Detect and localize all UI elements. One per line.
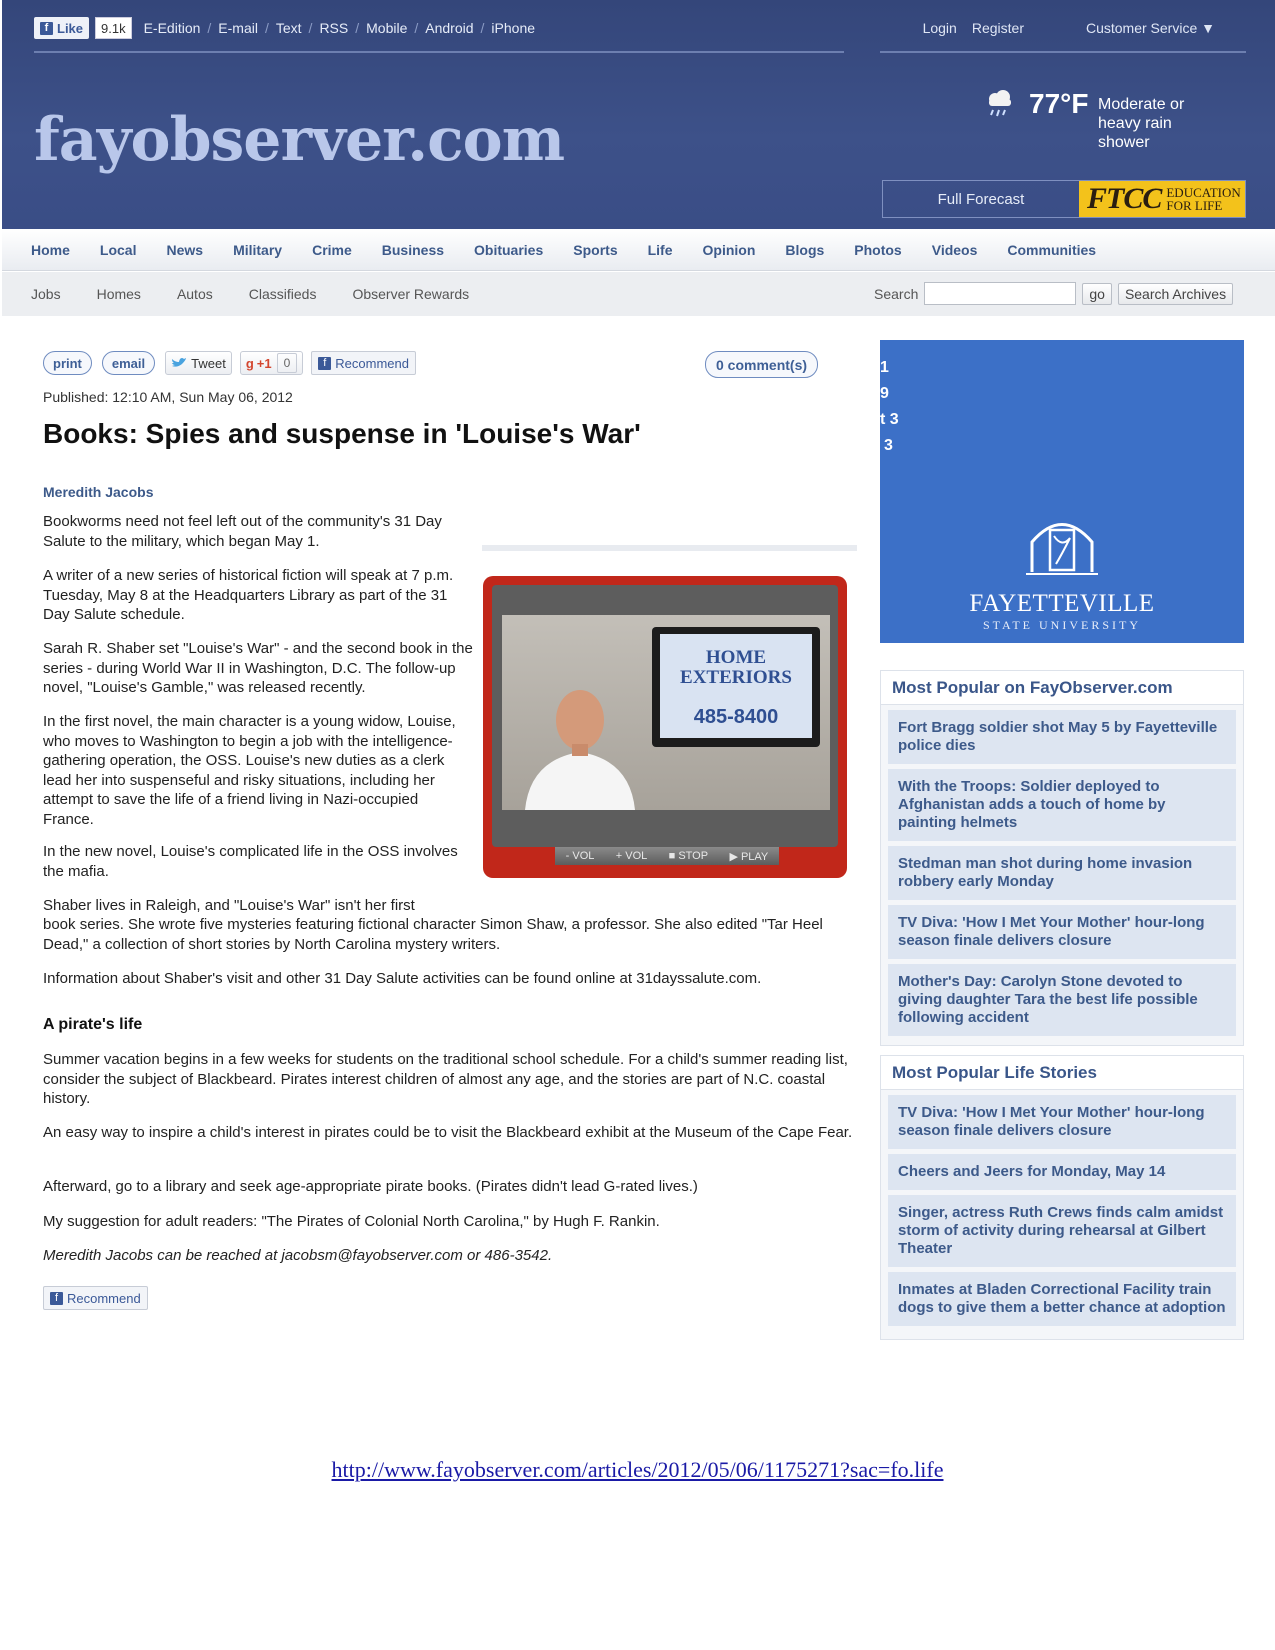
popular-story-link[interactable]: Fort Bragg soldier shot May 5 by Fayetteville police dies xyxy=(888,710,1236,764)
ftcc-logo: FTCC xyxy=(1087,182,1162,215)
video-screen[interactable] xyxy=(492,585,838,847)
header-divider xyxy=(880,51,1246,53)
like-count: 9.1k xyxy=(95,17,132,39)
link-rss[interactable]: RSS xyxy=(319,20,349,36)
video-frame xyxy=(502,615,830,810)
weather-description: Moderate or heavy rain shower xyxy=(1098,96,1185,151)
google-plus-label: +1 xyxy=(256,355,272,371)
link-text[interactable]: Text xyxy=(275,20,302,36)
article-paragraph: Afterward, go to a library and seek age-appropriate pirate books. (Pirates didn't lead G-rated lives.) xyxy=(43,1178,698,1195)
article-paragraph: Sarah R. Shaber set "Louise's War" - and the second book in the series - during World War II in Washington, D.C. The follow-up novel, "Louise's Gamble," was released recently. xyxy=(43,640,473,696)
register-link[interactable]: Register xyxy=(971,20,1024,36)
recommend-button[interactable] xyxy=(311,351,416,375)
facebook-icon: f xyxy=(50,1292,63,1305)
top-utility-bar: f Like 9.1k E-Edition / E-mail / Text / RSS / Mobile / Android / iPhone xyxy=(34,17,535,39)
nav-blogs[interactable]: Blogs xyxy=(785,241,825,258)
nav-military[interactable]: Military xyxy=(233,241,283,258)
volume-up-button[interactable]: + VOL xyxy=(615,850,648,862)
fsu-name: FAYETTEVILLE xyxy=(969,590,1155,617)
life-story-link[interactable]: TV Diva: 'How I Met Your Mother' hour-long season finale delivers closure xyxy=(888,1095,1236,1149)
nav-crime[interactable]: Crime xyxy=(312,241,352,258)
search-archives-button[interactable]: Search Archives xyxy=(1118,283,1233,305)
share-toolbar xyxy=(43,351,416,375)
comments-link[interactable]: 0 comment(s) xyxy=(705,351,818,378)
author-signoff: Meredith Jacobs can be reached at jacobsm@fayobserver.com or 486-3542. xyxy=(43,1247,553,1264)
rain-cloud-icon xyxy=(985,88,1015,122)
tweet-button[interactable] xyxy=(165,351,232,375)
tv-ad-phone: 485-8400 xyxy=(693,706,779,728)
article-headline: Books: Spies and suspense in 'Louise's War' xyxy=(43,418,641,449)
popular-story-link[interactable]: With the Troops: Soldier deployed to Afghanistan adds a touch of home by painting helmets xyxy=(888,769,1236,841)
like-label: Like xyxy=(57,20,84,36)
link-mobile[interactable]: Mobile xyxy=(366,20,408,36)
ftcc-sponsor-ad[interactable] xyxy=(1079,181,1245,217)
link-iphone[interactable]: iPhone xyxy=(491,20,536,36)
life-stories-box xyxy=(880,1055,1244,1340)
life-story-link[interactable]: Cheers and Jeers for Monday, May 14 xyxy=(888,1154,1236,1190)
forecast-box xyxy=(882,180,1246,218)
fsu-emblem-icon xyxy=(1022,512,1102,582)
life-story-link[interactable]: Inmates at Bladen Correctional Facility train dogs to give them a better chance at adoption xyxy=(888,1272,1236,1326)
article-paragraph: In the first novel, the main character is a young widow, Louise, who moves to Washington to begin a job with the intelligence-gathering operation, the OSS. Louise's new duties as a clerk lead her into suspenseful and risky situations, including her attempt to save the life of a friend living in Nazi-occupied France. xyxy=(43,713,456,828)
article-paragraph: In the new novel, Louise's complicated life in the OSS involves the mafia. xyxy=(43,843,458,880)
facebook-icon: f xyxy=(318,357,331,370)
main-nav xyxy=(2,229,1275,271)
recommend-label: Recommend xyxy=(335,355,409,371)
nav-news[interactable]: News xyxy=(166,241,204,258)
nav-communities[interactable]: Communities xyxy=(1007,241,1097,258)
nav-home[interactable]: Home xyxy=(31,241,70,258)
ftcc-tagline-line2: FOR LIFE xyxy=(1166,198,1223,213)
video-divider xyxy=(482,545,857,551)
subnav-jobs[interactable]: Jobs xyxy=(31,286,61,302)
fsu-subtitle: STATE UNIVERSITY xyxy=(982,618,1142,632)
full-forecast-button[interactable]: Full Forecast xyxy=(937,190,1025,208)
ftcc-tagline-line1: EDUCATION xyxy=(1166,185,1241,200)
presenter-figure xyxy=(520,670,640,810)
link-e-edition[interactable]: E-Edition xyxy=(143,20,201,36)
nav-photos[interactable]: Photos xyxy=(854,241,902,258)
login-link[interactable]: Login xyxy=(922,20,957,36)
article-paragraph: Shaber lives in Raleigh, and "Louise's War" isn't her first xyxy=(43,897,415,914)
nav-business[interactable]: Business xyxy=(381,241,445,258)
article-paragraph: An easy way to inspire a child's interest in pirates could be to visit the Blackbeard exhibit at the Museum of the Cape Fear. xyxy=(43,1124,853,1141)
popular-story-link[interactable]: Stedman man shot during home invasion robbery early Monday xyxy=(888,846,1236,900)
play-button[interactable]: ▶ PLAY xyxy=(729,850,769,863)
link-android[interactable]: Android xyxy=(425,20,474,36)
nav-videos[interactable]: Videos xyxy=(931,241,978,258)
facebook-icon: f xyxy=(40,22,53,35)
subnav-autos[interactable]: Autos xyxy=(176,286,213,302)
fsu-advertisement[interactable] xyxy=(880,340,1244,643)
search-label: Search xyxy=(874,285,919,302)
life-story-link[interactable]: Singer, actress Ruth Crews finds calm amidst storm of activity during rehearsal at Gilbert Theater xyxy=(888,1195,1236,1267)
volume-down-button[interactable]: - VOL xyxy=(565,850,595,862)
subnav-observer-rewards[interactable]: Observer Rewards xyxy=(352,286,470,302)
link-email[interactable]: E-mail xyxy=(218,20,258,36)
email-button[interactable]: email xyxy=(102,351,155,375)
tv-ad-panel xyxy=(660,634,812,738)
print-button[interactable]: print xyxy=(43,351,92,375)
recommend-button-bottom[interactable] xyxy=(43,1286,148,1310)
ad-digit: 3 xyxy=(884,437,893,454)
nav-life[interactable]: Life xyxy=(647,241,673,258)
video-controls xyxy=(555,847,779,865)
video-tv-screen xyxy=(652,627,820,747)
google-plus-icon: g xyxy=(245,355,254,371)
nav-local[interactable]: Local xyxy=(99,241,137,258)
publish-date: Published: 12:10 AM, Sun May 06, 2012 xyxy=(43,389,293,405)
subnav-homes[interactable]: Homes xyxy=(96,286,141,302)
article-subhead: A pirate's life xyxy=(43,1016,143,1033)
tv-ad-title: HOME EXTERIORS xyxy=(680,647,792,688)
ad-digit: 1 xyxy=(880,359,889,376)
header-divider xyxy=(34,51,844,53)
subnav-classifieds[interactable]: Classifieds xyxy=(248,286,317,302)
site-logo[interactable]: fayobserver.com xyxy=(34,105,565,175)
article-paragraph: Bookworms need not feel left out of the community's 31 Day Salute to the military, which began May 1. xyxy=(43,513,442,550)
weather-temp: 77°F xyxy=(1029,88,1089,119)
popular-story-link[interactable]: TV Diva: 'How I Met Your Mother' hour-long season finale delivers closure xyxy=(888,905,1236,959)
facebook-like-button[interactable] xyxy=(34,17,89,39)
life-stories-title: Most Popular Life Stories xyxy=(881,1056,1243,1090)
ad-digit: 9 xyxy=(880,385,889,402)
ftcc-tagline xyxy=(1166,186,1240,212)
tweet-label: Tweet xyxy=(191,355,226,371)
account-links xyxy=(908,17,1215,39)
popular-story-link[interactable]: Mother's Day: Carolyn Stone devoted to giving daughter Tara the best life possible following accident xyxy=(888,964,1236,1036)
article-paragraph: book series. She wrote five mysteries featuring fictional character Simon Shaw, a professor. She also edited "Tar Heel Dead," a collection of short stories by North Carolina mystery writers. xyxy=(43,916,823,953)
video-player[interactable] xyxy=(483,576,847,878)
stop-button[interactable]: ■ STOP xyxy=(668,850,709,862)
recommend-label: Recommend xyxy=(67,1290,141,1306)
source-url[interactable]: http://www.fayobserver.com/articles/2012/05/06/1175271?sac=fo.life xyxy=(331,1457,944,1482)
nav-obituaries[interactable]: Obituaries xyxy=(474,241,544,258)
customer-service-menu[interactable]: Customer Service ▼ xyxy=(1085,20,1215,36)
most-popular-title: Most Popular on FayObserver.com xyxy=(881,671,1243,705)
most-popular-box xyxy=(880,670,1244,1046)
twitter-bird-icon xyxy=(171,357,187,369)
google-plus-count: 0 xyxy=(277,353,298,373)
search-area xyxy=(874,282,1239,305)
search-input[interactable] xyxy=(924,282,1076,305)
site-header xyxy=(2,0,1275,229)
article-paragraph: Information about Shaber's visit and other 31 Day Salute activities can be found online at 31dayssalute.com. xyxy=(43,970,762,987)
article-byline[interactable]: Meredith Jacobs xyxy=(43,484,154,500)
nav-opinion[interactable]: Opinion xyxy=(702,241,756,258)
search-go-button[interactable]: go xyxy=(1082,283,1112,305)
article-paragraph: Summer vacation begins in a few weeks for students on the traditional school schedule. For a child's summer reading list, consider the subject of Blackbeard. Pirates interest children of almost any age, and the stories are part of N.C. coastal history. xyxy=(43,1051,848,1107)
nav-sports[interactable]: Sports xyxy=(573,241,618,258)
article-paragraph: My suggestion for adult readers: "The Pirates of Colonial North Carolina," by Hugh F. Rankin. xyxy=(43,1213,660,1230)
article-paragraph: A writer of a new series of historical fiction will speak at 7 p.m. Tuesday, May 8 at the Headquarters Library as part of the 31 Day Salute schedule. xyxy=(43,567,454,623)
ad-digit: t 3 xyxy=(880,411,899,428)
google-plus-button[interactable] xyxy=(240,351,303,375)
